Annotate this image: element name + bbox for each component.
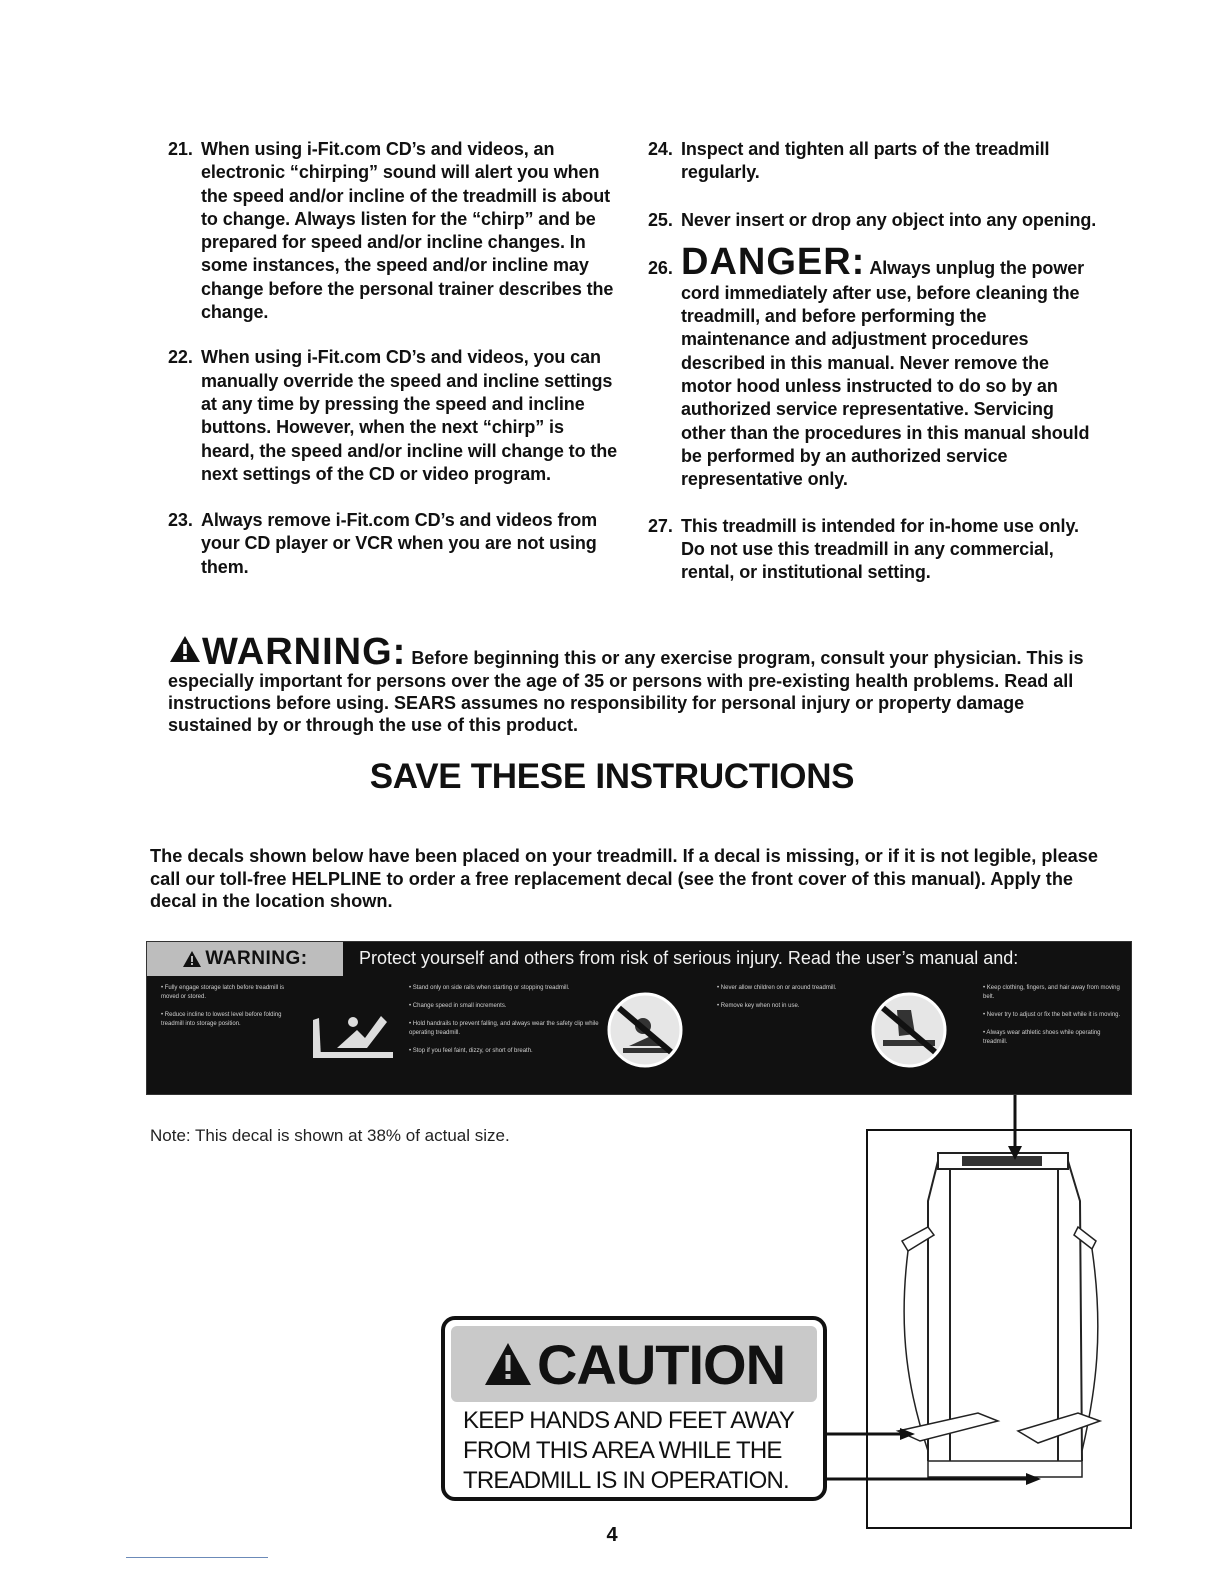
decal-bullet: • Change speed in small increments. bbox=[409, 1003, 507, 1009]
footer-rule bbox=[126, 1557, 268, 1558]
item-number: 21. bbox=[168, 139, 193, 159]
decal-bullet: • Hold handrails to prevent falling, and always wear the safety clip while operating treadmill. bbox=[409, 1021, 599, 1036]
item-text: cord immediately after use, before cleaning the treadmill, and before performing the maintenance and adjustment procedures described in this manual. Never remove the motor hood unless instructed to do so by an authorized service representative. Servicing other than the procedures in this manual should be performed by an authorized service representative only. bbox=[681, 282, 1090, 490]
decal-bullet: • Stop if you feel faint, dizzy, or short of breath. bbox=[409, 1048, 533, 1054]
decal-warning-text: WARNING: bbox=[205, 948, 308, 969]
item-text: Inspect and tighten all parts of the treadmill regularly. bbox=[681, 139, 1050, 183]
decal-headline: Protect yourself and others from risk of serious injury. Read the user’s manual and: bbox=[359, 948, 1019, 968]
item-text: When using i-Fit.com CD’s and videos, an electronic “chirping” sound will alert you when the speed and/or incline of the treadmill is about to change. Always listen for the “chirp” and be prepared for speed and/or incline changes. In some instances, the speed and/or incline may change before the personal trainer describes the change. bbox=[201, 139, 614, 323]
decal-intro-text: The decals shown below have been placed on your treadmill. If a decal is missing, or if it is not legible, please call our toll-free HELPLINE to order a free replacement decal (see the front cover of this manual). Apply the decal in the location shown. bbox=[150, 846, 1099, 911]
warning-text: Before beginning this or any exercise program, consult your physician. This is especially important for persons over the age of 35 or persons with pre-existing health problems. Read all instructions before using. SEARS assumes no responsibility for personal injury or property damage sustained by or through the use of this product. bbox=[168, 648, 1084, 735]
decal-bullet: • Never try to adjust or fix the belt while it is moving. bbox=[983, 1012, 1121, 1018]
caution-line: FROM THIS AREA WHILE THE bbox=[463, 1437, 782, 1464]
arrowhead-icon bbox=[900, 1428, 915, 1440]
item-number: 26. bbox=[648, 257, 673, 278]
arrowhead-icon bbox=[1008, 1146, 1022, 1160]
decal-size-note: Note: This decal is shown at 38% of actual size. bbox=[150, 1126, 510, 1145]
warning-label: WARNING: bbox=[202, 631, 407, 673]
danger-first-line: Always unplug the power bbox=[869, 257, 1085, 278]
item-number: 24. bbox=[648, 139, 673, 159]
decal-bullet: • Never allow children on or around treadmill. bbox=[717, 985, 837, 991]
decal-bullet: • Fully engage storage latch before treadmill is moved or stored. bbox=[161, 985, 285, 1000]
caution-title: CAUTION bbox=[536, 1332, 786, 1396]
item-text: This treadmill is intended for in-home use only. Do not use this treadmill in any commercial, rental, or institutional setting. bbox=[681, 515, 1079, 583]
item-number: 25. bbox=[648, 209, 673, 230]
item-number: 27. bbox=[648, 515, 673, 536]
caution-line: KEEP HANDS AND FEET AWAY bbox=[463, 1407, 795, 1434]
decal-bullet: • Remove key when not in use. bbox=[717, 1003, 800, 1009]
save-instructions-title: SAVE THESE INSTRUCTIONS bbox=[369, 757, 855, 796]
decal-bullet: • Keep clothing, fingers, and hair away from moving belt. bbox=[983, 985, 1120, 1000]
item-number: 22. bbox=[168, 347, 193, 368]
item-number: 23. bbox=[168, 510, 193, 531]
decal-bullet: • Always wear athletic shoes while operating treadmill. bbox=[983, 1030, 1101, 1045]
item-text: When using i-Fit.com CD’s and videos, you can manually override the speed and incline settings at any time by pressing the speed and incline buttons. However, when the next “chirp” is heard, the speed and/or incline will change to the next settings of the CD or video program. bbox=[201, 347, 618, 484]
arrowhead-icon bbox=[1026, 1473, 1041, 1485]
item-text: Never insert or drop any object into any opening. bbox=[681, 209, 1097, 230]
caution-line: TREADMILL IS IN OPERATION. bbox=[463, 1467, 789, 1494]
decal-bullet: • Reduce incline to lowest level before folding treadmill into storage position. bbox=[161, 1012, 282, 1027]
page-number: 4 bbox=[606, 1524, 618, 1546]
decal-bullet: • Stand only on side rails when starting or stopping treadmill. bbox=[409, 985, 570, 991]
item-text: Always remove i-Fit.com CD’s and videos from your CD player or VCR when you are not using them. bbox=[201, 510, 598, 577]
danger-label: DANGER: bbox=[681, 240, 866, 283]
